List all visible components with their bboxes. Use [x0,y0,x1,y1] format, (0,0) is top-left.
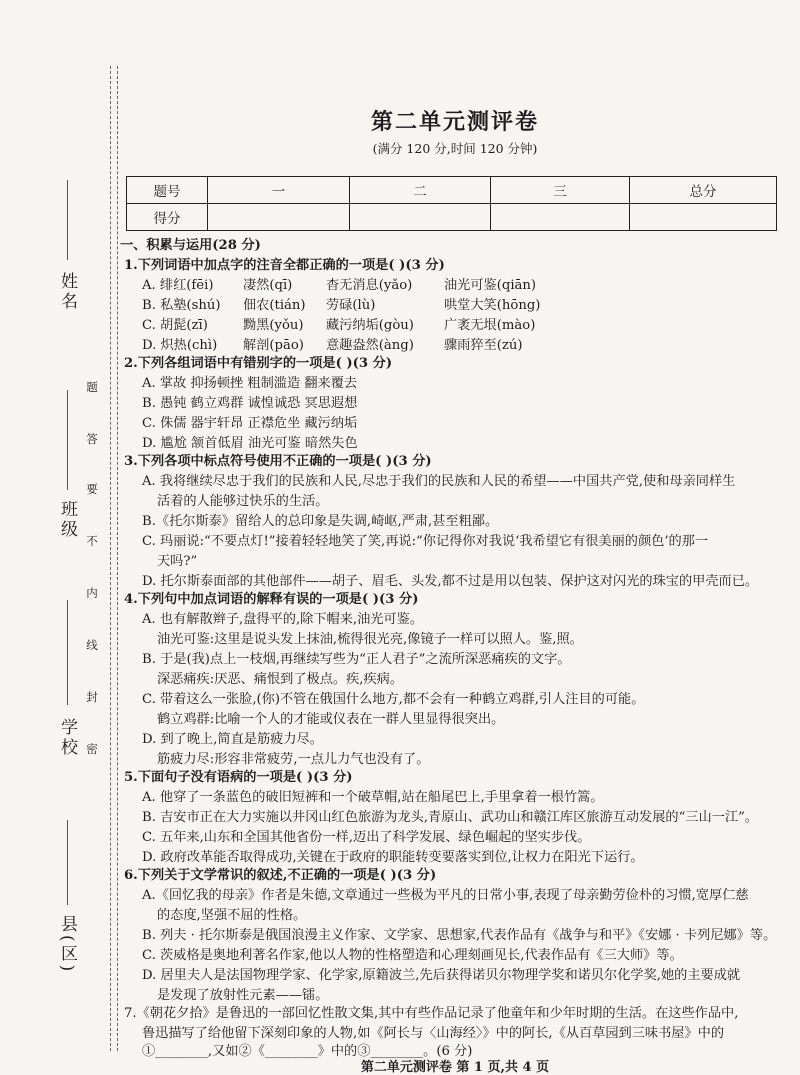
seal-char: 密 [86,742,98,756]
score-cell: 得分 [127,204,208,231]
section-heading: 一、积累与运用(28 分) [120,238,261,253]
q4-option-d: D. 到了晚上,简直是筋疲力尽。 [142,732,323,747]
q5-option-d: D. 政府改革能否取得成功,关键在于政府的职能转变要落实到位,让权力在阳光下运行。 [142,850,644,865]
question-1-stem: 1.下列词语中加点字的注音全都正确的一项是( )(3 分) [124,258,445,273]
q4-option-a: A. 也有解散辫子,盘得平的,除下帽来,油光可鉴。 [142,612,424,627]
score-table [126,176,777,231]
score-cell: 二 [350,177,491,204]
q4-option-b: B. 于是(我)点上一枝烟,再继续写些为“正人君子”之流所深恶痛疾的文字。 [142,652,571,667]
binding-dashed-line [110,66,111,1051]
q2-option-a: A. 掌故 抑扬顿挫 粗制滥造 翻来覆去 [142,376,358,391]
county-blank [67,820,68,905]
q4-option-c: C. 带着这么一张脸,(你)不管在俄国什么地方,都不会有一种鹤立鸡群,引人注目的可能。 [142,692,645,707]
q1-option-b-word: 哄堂大笑(hōng) [444,298,541,313]
q1-option-b-word: 佃农(tián) [243,298,306,313]
q1-option-d: D. 炽热(chì) [142,338,218,353]
q1-option-c-word: 广袤无垠(mào) [444,318,536,333]
q3-option-b: B.《托尔斯泰》留给人的总印象是失调,崎岖,严肃,甚至粗鄙。 [142,514,499,529]
q1-option-a-word: 油光可鉴(qiān) [444,278,537,293]
q3-option-c-cont: 天吗?” [157,554,198,569]
binding-dashed-line [117,66,118,1051]
question-2-stem: 2.下列各组词语中有错别字的一项是( )(3 分) [124,356,393,371]
score-table-header-row [127,177,777,204]
q1-option-d-word: 解剖(pāo) [243,338,304,353]
question-3-stem: 3.下列各项中标点符号使用不正确的一项是( )(3 分) [124,454,432,469]
seal-char: 线 [86,638,98,652]
school-blank [67,600,68,705]
question-7-stem: 7.《朝花夕拾》是鲁迅的一部回忆性散文集,其中有些作品记录了他童年和少年时期的生活。在这些作品中, [124,1006,739,1021]
q6-option-c: C. 茨威格是奥地利著名作家,他以人物的性格塑造和心理刻画见长,代表作品有《三大师》等。 [142,948,683,963]
page-title: 第二单元测评卷 [370,109,539,135]
score-input-cell [491,204,630,231]
q1-option-a: A. 绯红(fēi) [142,278,214,293]
name-blank [67,180,68,260]
name-label: 姓名 [57,272,77,312]
score-input-cell [630,204,777,231]
q2-option-c: C. 侏儒 器宇轩昂 正襟危坐 藏污纳垢 [142,416,358,431]
q1-option-d-word: 意趣盎然(àng) [326,338,414,353]
q1-option-b-word: 劳碌(lù) [326,298,376,313]
q4-option-a-note: 油光可鉴:这里是说头发上抹油,梳得很光亮,像镜子一样可以照人。鉴,照。 [157,632,583,647]
q4-option-c-note: 鹤立鸡群:比喻一个人的才能或仪表在一群人里显得很突出。 [157,712,505,727]
question-4-stem: 4.下列句中加点词语的解释有误的一项是( )(3 分) [124,592,419,607]
question-5-stem: 5.下面句子没有语病的一项是( )(3 分) [124,770,353,785]
q1-option-c: C. 胡髭(zī) [142,318,208,333]
seal-char: 不 [86,534,98,548]
q5-option-c: C. 五年来,山东和全国其他省份一样,迈出了科学发展、绿色崛起的坚实步伐。 [142,830,591,845]
seal-char: 答 [86,432,98,446]
class-label: 班级 [57,500,77,540]
q1-option-a-word: 凄然(qī) [243,278,293,293]
score-input-cell [208,204,350,231]
q4-option-b-note: 深恶痛疾:厌恶、痛恨到了极点。疾,疾病。 [157,672,404,687]
score-cell: 总分 [630,177,777,204]
score-cell: 一 [208,177,350,204]
school-label: 学校 [57,718,77,758]
q6-option-d-cont: 是发现了放射性元素——镭。 [157,988,329,1003]
q1-option-d-word: 骤雨猝至(zú) [444,338,523,353]
class-blank [67,390,68,490]
seal-char: 题 [86,380,98,394]
q6-option-a: A.《回忆我的母亲》作者是朱德,文章通过一些极为平凡的日常小事,表现了母亲勤劳俭朴的习惯,宽厚仁慈 [142,888,749,903]
score-table-score-row [127,204,777,231]
q1-option-b: B. 私塾(shú) [142,298,221,313]
q5-option-b: B. 吉安市正在大力实施以井冈山红色旅游为龙头,青原山、武功山和赣江库区旅游互动发展的“三山一江”。 [142,810,758,825]
q2-option-b: B. 愚钝 鹤立鸡群 诚惶诚恐 冥思遐想 [142,396,358,411]
seal-char: 封 [86,690,98,704]
q3-option-a: A. 我将继续尽忠于我们的民族和人民,尽忠于我们的民族和人民的希望——中国共产党,使和母亲同样生 [142,474,736,489]
score-cell: 三 [491,177,630,204]
q4-option-d-note: 筋疲力尽:形容非常疲劳,一点儿力气也没有了。 [157,752,430,767]
q3-option-c: C. 玛丽说:“不要点灯!”接着轻轻地笑了笑,再说:“你记得你对我说‘我希望它有很美丽的颜色’的那一 [142,534,709,549]
q3-option-d: D. 托尔斯泰面部的其他部件——胡子、眉毛、头发,都不过是用以包装、保护这对闪光的珠宝的甲壳而已。 [142,574,759,589]
q1-option-a-word: 杳无消息(yǎo) [326,278,413,293]
q1-option-c-word: 藏污纳垢(gòu) [326,318,414,333]
score-cell: 题号 [127,177,208,204]
score-input-cell [350,204,491,231]
q2-option-d: D. 尴尬 颔首低眉 油光可鉴 暗然失色 [142,436,358,451]
page-subtitle: (满分 120 分,时间 120 分钟) [372,141,538,156]
question-6-stem: 6.下列关于文学常识的叙述,不正确的一项是( )(3 分) [124,868,437,883]
question-7-blanks: ①________,又如②《________》中的③________。(6 分) [142,1044,473,1059]
q6-option-a-cont: 的态度,坚强不屈的性格。 [157,908,307,923]
q6-option-d: D. 居里夫人是法国物理学家、化学家,原籍波兰,先后获得诺贝尔物理学奖和诺贝尔化学奖,她的主要成就 [142,968,741,983]
q1-option-c-word: 黝黑(yǒu) [243,318,304,333]
q5-option-a: A. 他穿了一条蓝色的破旧短裤和一个破草帽,站在船尾巴上,手里拿着一根竹篙。 [142,790,604,805]
seal-char: 内 [86,586,98,600]
seal-char: 要 [86,482,98,496]
q3-option-a-cont: 活着的人能够过快乐的生活。 [157,494,329,509]
q6-option-b: B. 列夫 · 托尔斯泰是俄国浪漫主义作家、文学家、思想家,代表作品有《战争与和平》《安娜 · 卡列尼娜》等。 [142,928,777,943]
question-7-cont: 鲁迅描写了给他留下深刻印象的人物,如《阿长与〈山海经〉》中的阿长,《从百草园到三味书屋》中的 [142,1026,725,1041]
county-label: 县(区) [57,915,77,975]
page-footer: 第二单元测评卷 第 1 页,共 4 页 [360,1060,550,1075]
